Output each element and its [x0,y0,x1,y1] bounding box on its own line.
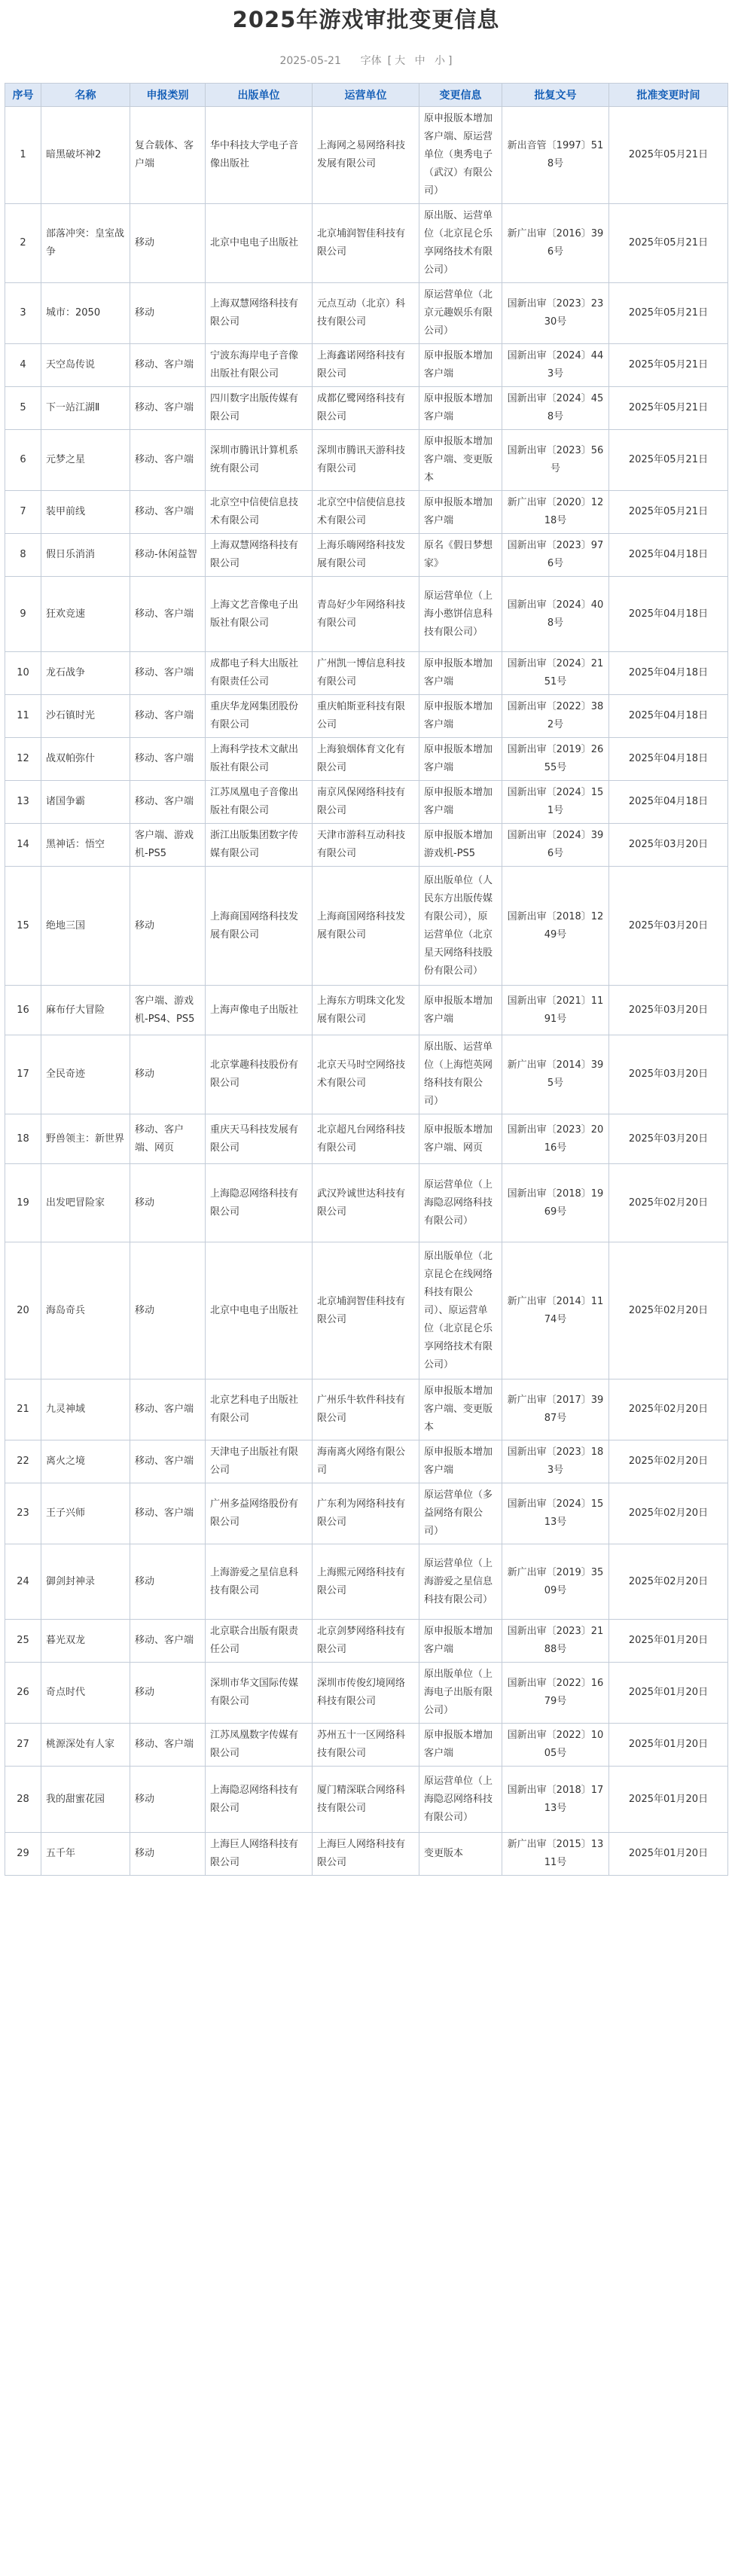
cell-category: 移动 [130,283,206,344]
cell-change-info: 原申报版本增加客户端、变更版本 [419,1379,502,1440]
table-row [5,1164,728,1242]
cell-category: 移动、客户端 [130,1724,206,1767]
cell-publisher: 浙江出版集团数字传媒有限公司 [206,824,313,867]
cell-index: 29 [5,1833,41,1876]
cell-operator: 上海鑫诺网络科技有限公司 [313,344,419,387]
cell-change-date: 2025年05月21日 [609,430,728,491]
cell-change-date: 2025年04月18日 [609,738,728,781]
cell-name: 离火之境 [41,1440,130,1483]
cell-operator: 武汉羚诚世达科技有限公司 [313,1164,419,1242]
cell-index: 6 [5,430,41,491]
cell-publisher: 宁波东海岸电子音像出版社有限公司 [206,344,313,387]
cell-approval-number: 国新出审〔2019〕2655号 [502,738,609,781]
table-row [5,1767,728,1833]
cell-operator: 北京埔润智佳科技有限公司 [313,1242,419,1379]
cell-operator: 北京埔润智佳科技有限公司 [313,204,419,283]
cell-change-info: 原申报版本增加客户端 [419,781,502,824]
table-row [5,1440,728,1483]
cell-name: 奇点时代 [41,1663,130,1724]
cell-index: 3 [5,283,41,344]
cell-change-info: 原名《假日梦想家》 [419,534,502,577]
cell-index: 1 [5,107,41,204]
table-row [5,204,728,283]
cell-publisher: 江苏凤凰电子音像出版社有限公司 [206,781,313,824]
cell-change-info: 原运营单位（上海隐忍网络科技有限公司） [419,1164,502,1242]
cell-change-date: 2025年03月20日 [609,1035,728,1114]
cell-approval-number: 国新出审〔2024〕2151号 [502,652,609,695]
cell-name: 九灵神域 [41,1379,130,1440]
cell-publisher: 重庆天马科技发展有限公司 [206,1114,313,1164]
cell-change-info: 原申报版本增加客户端 [419,1620,502,1663]
cell-index: 17 [5,1035,41,1114]
table-row [5,652,728,695]
cell-change-date: 2025年04月18日 [609,652,728,695]
table-row [5,283,728,344]
cell-change-info: 原申报版本增加客户端、网页 [419,1114,502,1164]
table-row [5,387,728,430]
cell-publisher: 上海双慧网络科技有限公司 [206,534,313,577]
cell-index: 24 [5,1544,41,1620]
cell-change-info: 原申报版本增加游戏机-PS5 [419,824,502,867]
cell-approval-number: 国新出审〔2022〕1005号 [502,1724,609,1767]
cell-category: 移动、客户端 [130,738,206,781]
cell-publisher: 上海科学技术文献出版社有限公司 [206,738,313,781]
cell-approval-number: 国新出审〔2024〕443号 [502,344,609,387]
cell-change-info: 原运营单位（上海游爱之星信息科技有限公司） [419,1544,502,1620]
cell-operator: 上海商国网络科技发展有限公司 [313,867,419,986]
col-header-approval: 批复文号 [502,84,609,107]
cell-category: 复合载体、客户端 [130,107,206,204]
table-row [5,107,728,204]
cell-change-date: 2025年02月20日 [609,1483,728,1544]
cell-publisher: 江苏凤凰数字传媒有限公司 [206,1724,313,1767]
cell-category: 移动、客户端 [130,577,206,652]
cell-operator: 海南离火网络有限公司 [313,1440,419,1483]
cell-name: 狂欢竞速 [41,577,130,652]
font-medium-button[interactable]: 中 [414,55,425,67]
cell-publisher: 上海游爱之星信息科技有限公司 [206,1544,313,1620]
cell-category: 移动、客户端 [130,1440,206,1483]
font-large-button[interactable]: 大 [395,55,406,67]
cell-approval-number: 国新出审〔2022〕1679号 [502,1663,609,1724]
cell-change-info: 原申报版本增加客户端 [419,695,502,738]
cell-index: 27 [5,1724,41,1767]
cell-name: 五千年 [41,1833,130,1876]
font-size-switcher: [ 大 中 小 ] [387,55,453,67]
cell-index: 22 [5,1440,41,1483]
cell-index: 10 [5,652,41,695]
cell-category: 移动 [130,1544,206,1620]
cell-operator: 上海乐嗨网络科技发展有限公司 [313,534,419,577]
cell-name: 黑神话：悟空 [41,824,130,867]
cell-index: 5 [5,387,41,430]
table-row [5,781,728,824]
cell-index: 9 [5,577,41,652]
cell-category: 移动、客户端 [130,491,206,534]
col-header-date: 批准变更时间 [609,84,728,107]
cell-approval-number: 国新出审〔2024〕408号 [502,577,609,652]
cell-index: 21 [5,1379,41,1440]
page-title: 2025年游戏审批变更信息 [232,7,500,32]
cell-publisher: 上海隐忍网络科技有限公司 [206,1164,313,1242]
cell-index: 18 [5,1114,41,1164]
cell-approval-number: 新广出审〔2014〕1174号 [502,1242,609,1379]
cell-operator: 上海巨人网络科技有限公司 [313,1833,419,1876]
cell-operator: 广州凯一博信息科技有限公司 [313,652,419,695]
cell-change-info: 原申报版本增加客户端 [419,1440,502,1483]
table-row [5,1483,728,1544]
cell-index: 4 [5,344,41,387]
cell-name: 战双帕弥什 [41,738,130,781]
cell-operator: 广东利为网络科技有限公司 [313,1483,419,1544]
cell-change-info: 原申报版本增加客户端、变更版本 [419,430,502,491]
cell-change-info: 原运营单位（北京元趣娱乐有限公司） [419,283,502,344]
cell-publisher: 上海文艺音像电子出版社有限公司 [206,577,313,652]
cell-name: 御剑封神录 [41,1544,130,1620]
cell-operator: 重庆帕斯亚科技有限公司 [313,695,419,738]
table-row [5,1544,728,1620]
cell-operator: 南京风保网络科技有限公司 [313,781,419,824]
table-row [5,1833,728,1876]
cell-change-date: 2025年03月20日 [609,1114,728,1164]
cell-change-info: 原申报版本增加客户端 [419,491,502,534]
cell-change-date: 2025年02月20日 [609,1379,728,1440]
cell-operator: 深圳市传俊幻境网络科技有限公司 [313,1663,419,1724]
article-meta [0,39,732,83]
cell-category: 移动 [130,1663,206,1724]
cell-category: 移动、客户端、网页 [130,1114,206,1164]
cell-category: 移动、客户端 [130,430,206,491]
cell-category: 移动 [130,867,206,986]
cell-approval-number: 国新出审〔2024〕458号 [502,387,609,430]
cell-publisher: 上海隐忍网络科技有限公司 [206,1767,313,1833]
table-row [5,1620,728,1663]
approval-change-table [5,83,728,1876]
col-header-operator: 运营单位 [313,84,419,107]
cell-change-date: 2025年05月21日 [609,387,728,430]
cell-operator: 广州乐牛软件科技有限公司 [313,1379,419,1440]
cell-name: 沙石镇时光 [41,695,130,738]
col-header-name: 名称 [41,84,130,107]
cell-name: 装甲前线 [41,491,130,534]
cell-name: 暗黑破坏神2 [41,107,130,204]
cell-name: 假日乐消消 [41,534,130,577]
cell-change-info: 原出版单位（上海电子出版有限公司） [419,1663,502,1724]
cell-index: 28 [5,1767,41,1833]
cell-approval-number: 新广出审〔2020〕1218号 [502,491,609,534]
cell-approval-number: 新广出审〔2016〕396号 [502,204,609,283]
table-row [5,986,728,1035]
cell-change-info: 原申报版本增加客户端 [419,1724,502,1767]
cell-operator: 北京空中信使信息技术有限公司 [313,491,419,534]
cell-publisher: 华中科技大学电子音像出版社 [206,107,313,204]
table-body [5,107,728,1876]
cell-index: 25 [5,1620,41,1663]
cell-name: 部落冲突：皇室战争 [41,204,130,283]
cell-change-date: 2025年01月20日 [609,1663,728,1724]
table-row [5,1379,728,1440]
cell-change-info: 原申报版本增加客户端 [419,986,502,1035]
cell-operator: 北京超凡台网络科技有限公司 [313,1114,419,1164]
table-row [5,695,728,738]
table-row [5,1035,728,1114]
cell-index: 23 [5,1483,41,1544]
cell-change-date: 2025年01月20日 [609,1833,728,1876]
cell-approval-number: 国新出审〔2018〕1249号 [502,867,609,986]
cell-change-date: 2025年05月21日 [609,283,728,344]
table-row [5,491,728,534]
cell-change-info: 原申报版本增加客户端 [419,344,502,387]
cell-change-date: 2025年05月21日 [609,491,728,534]
cell-operator: 北京剑梦网络科技有限公司 [313,1620,419,1663]
cell-name: 海岛奇兵 [41,1242,130,1379]
cell-index: 2 [5,204,41,283]
cell-change-info: 原出版单位（人民东方出版传媒有限公司），原运营单位（北京星天网络科技股份有限公司） [419,867,502,986]
cell-change-date: 2025年03月20日 [609,986,728,1035]
cell-name: 元梦之星 [41,430,130,491]
cell-publisher: 成都电子科大出版社有限责任公司 [206,652,313,695]
cell-name: 绝地三国 [41,867,130,986]
cell-change-info: 原运营单位（上海隐忍网络科技有限公司） [419,1767,502,1833]
cell-index: 14 [5,824,41,867]
cell-approval-number: 国新出审〔2023〕2188号 [502,1620,609,1663]
cell-category: 移动、客户端 [130,387,206,430]
cell-operator: 成都亿鹭网络科技有限公司 [313,387,419,430]
cell-category: 移动-休闲益智 [130,534,206,577]
cell-publisher: 重庆华龙网集团股份有限公司 [206,695,313,738]
table-row [5,430,728,491]
cell-publisher: 广州多益网络股份有限公司 [206,1483,313,1544]
cell-operator: 青岛好少年网络科技有限公司 [313,577,419,652]
cell-publisher: 北京中电电子出版社 [206,204,313,283]
table-row [5,1242,728,1379]
col-header-change: 变更信息 [419,84,502,107]
cell-approval-number: 国新出审〔2023〕2330号 [502,283,609,344]
table-header [5,84,728,107]
cell-approval-number: 国新出审〔2022〕382号 [502,695,609,738]
cell-name: 王子兴师 [41,1483,130,1544]
cell-index: 12 [5,738,41,781]
cell-index: 26 [5,1663,41,1724]
cell-category: 移动 [130,1164,206,1242]
cell-approval-number: 国新出审〔2018〕1713号 [502,1767,609,1833]
cell-change-date: 2025年05月21日 [609,107,728,204]
cell-change-date: 2025年05月21日 [609,204,728,283]
cell-change-date: 2025年01月20日 [609,1724,728,1767]
cell-change-info: 原出版、运营单位（上海恺英网络科技有限公司） [419,1035,502,1114]
cell-name: 我的甜蜜花园 [41,1767,130,1833]
cell-approval-number: 国新出审〔2018〕1969号 [502,1164,609,1242]
cell-operator: 上海熙元网络科技有限公司 [313,1544,419,1620]
cell-change-date: 2025年01月20日 [609,1767,728,1833]
cell-category: 客户端、游戏机-PS4、PS5 [130,986,206,1035]
cell-approval-number: 新广出审〔2019〕3509号 [502,1544,609,1620]
cell-name: 桃源深处有人家 [41,1724,130,1767]
table-row [5,867,728,986]
cell-index: 16 [5,986,41,1035]
cell-approval-number: 国新出审〔2021〕1191号 [502,986,609,1035]
cell-change-date: 2025年04月18日 [609,534,728,577]
cell-index: 19 [5,1164,41,1242]
cell-change-date: 2025年04月18日 [609,577,728,652]
cell-publisher: 深圳市腾讯计算机系统有限公司 [206,430,313,491]
cell-change-date: 2025年02月20日 [609,1242,728,1379]
cell-change-date: 2025年01月20日 [609,1620,728,1663]
cell-name: 暮光双龙 [41,1620,130,1663]
cell-publisher: 北京联合出版有限责任公司 [206,1620,313,1663]
cell-approval-number: 国新出审〔2023〕56号 [502,430,609,491]
cell-name: 下一站江湖Ⅱ [41,387,130,430]
cell-operator: 天津市游科互动科技有限公司 [313,824,419,867]
cell-name: 龙石战争 [41,652,130,695]
cell-category: 移动 [130,204,206,283]
cell-category: 移动、客户端 [130,1620,206,1663]
cell-change-info: 原申报版本增加客户端 [419,387,502,430]
font-size-label: 字体 [360,55,382,67]
cell-index: 13 [5,781,41,824]
col-header-category: 申报类别 [130,84,206,107]
cell-category: 移动、客户端 [130,652,206,695]
cell-category: 移动、客户端 [130,781,206,824]
cell-name: 野兽领主：新世界 [41,1114,130,1164]
cell-category: 移动 [130,1767,206,1833]
cell-change-date: 2025年02月20日 [609,1440,728,1483]
cell-operator: 上海狼烟体育文化有限公司 [313,738,419,781]
cell-approval-number: 国新出审〔2023〕183号 [502,1440,609,1483]
cell-approval-number: 国新出审〔2024〕1513号 [502,1483,609,1544]
font-small-button[interactable]: 小 [435,55,446,67]
cell-approval-number: 新广出审〔2017〕3987号 [502,1379,609,1440]
cell-name: 天空岛传说 [41,344,130,387]
cell-change-info: 原申报版本增加客户端 [419,652,502,695]
cell-index: 11 [5,695,41,738]
cell-category: 移动、客户端 [130,695,206,738]
cell-change-info: 原申报版本增加客户端、原运营单位（奥秀电子（武汉）有限公司） [419,107,502,204]
cell-change-date: 2025年04月18日 [609,695,728,738]
cell-category: 移动、客户端 [130,1379,206,1440]
cell-change-date: 2025年05月21日 [609,344,728,387]
cell-change-date: 2025年03月20日 [609,867,728,986]
table-row [5,1724,728,1767]
cell-change-info: 原出版单位（北京昆仑在线网络科技有限公司）、原运营单位（北京昆仑乐享网络技术有限公司） [419,1242,502,1379]
cell-category: 客户端、游戏机-PS5 [130,824,206,867]
cell-name: 麻布仔大冒险 [41,986,130,1035]
cell-publisher: 四川数字出版传媒有限公司 [206,387,313,430]
col-header-index: 序号 [5,84,41,107]
table-row [5,1114,728,1164]
cell-approval-number: 新广出审〔2014〕395号 [502,1035,609,1114]
table-row [5,1663,728,1724]
cell-publisher: 北京掌趣科技股份有限公司 [206,1035,313,1114]
cell-approval-number: 新出音管〔1997〕518号 [502,107,609,204]
cell-publisher: 深圳市华文国际传媒有限公司 [206,1663,313,1724]
cell-approval-number: 国新出审〔2024〕151号 [502,781,609,824]
cell-change-info: 变更版本 [419,1833,502,1876]
cell-category: 移动、客户端 [130,1483,206,1544]
cell-operator: 北京天马时空网络技术有限公司 [313,1035,419,1114]
col-header-publisher: 出版单位 [206,84,313,107]
cell-publisher: 北京空中信使信息技术有限公司 [206,491,313,534]
cell-approval-number: 国新出审〔2024〕396号 [502,824,609,867]
table-row [5,738,728,781]
cell-approval-number: 新广出审〔2015〕1311号 [502,1833,609,1876]
cell-change-info: 原运营单位（上海小憨饼信息科技有限公司） [419,577,502,652]
cell-category: 移动 [130,1035,206,1114]
cell-name: 城市：2050 [41,283,130,344]
cell-index: 8 [5,534,41,577]
cell-publisher: 上海声像电子出版社 [206,986,313,1035]
cell-publisher: 天津电子出版社有限公司 [206,1440,313,1483]
cell-publisher: 上海巨人网络科技有限公司 [206,1833,313,1876]
cell-change-date: 2025年03月20日 [609,824,728,867]
cell-publisher: 上海商国网络科技发展有限公司 [206,867,313,986]
cell-operator: 厦门精深联合网络科技有限公司 [313,1767,419,1833]
cell-change-date: 2025年02月20日 [609,1164,728,1242]
cell-name: 诸国争霸 [41,781,130,824]
cell-change-date: 2025年02月20日 [609,1544,728,1620]
cell-publisher: 上海双慧网络科技有限公司 [206,283,313,344]
cell-change-info: 原申报版本增加客户端 [419,738,502,781]
cell-change-info: 原出版、运营单位（北京昆仑乐享网络技术有限公司） [419,204,502,283]
cell-operator: 元点互动（北京）科技有限公司 [313,283,419,344]
cell-operator: 上海网之易网络科技发展有限公司 [313,107,419,204]
cell-operator: 深圳市腾讯天游科技有限公司 [313,430,419,491]
cell-category: 移动 [130,1833,206,1876]
cell-operator: 上海东方明珠文化发展有限公司 [313,986,419,1035]
table-row [5,534,728,577]
publish-date: 2025-05-21 [279,55,341,67]
cell-index: 7 [5,491,41,534]
cell-operator: 苏州五十一区网络科技有限公司 [313,1724,419,1767]
cell-category: 移动 [130,1242,206,1379]
table-row [5,824,728,867]
cell-name: 出发吧冒险家 [41,1164,130,1242]
cell-approval-number: 国新出审〔2023〕976号 [502,534,609,577]
cell-change-info: 原运营单位（多益网络有限公司） [419,1483,502,1544]
cell-publisher: 北京艺科电子出版社有限公司 [206,1379,313,1440]
table-row [5,344,728,387]
cell-publisher: 北京中电电子出版社 [206,1242,313,1379]
cell-category: 移动、客户端 [130,344,206,387]
table-row [5,577,728,652]
cell-approval-number: 国新出审〔2023〕2016号 [502,1114,609,1164]
cell-change-date: 2025年04月18日 [609,781,728,824]
cell-index: 15 [5,867,41,986]
cell-index: 20 [5,1242,41,1379]
cell-name: 全民奇迹 [41,1035,130,1114]
